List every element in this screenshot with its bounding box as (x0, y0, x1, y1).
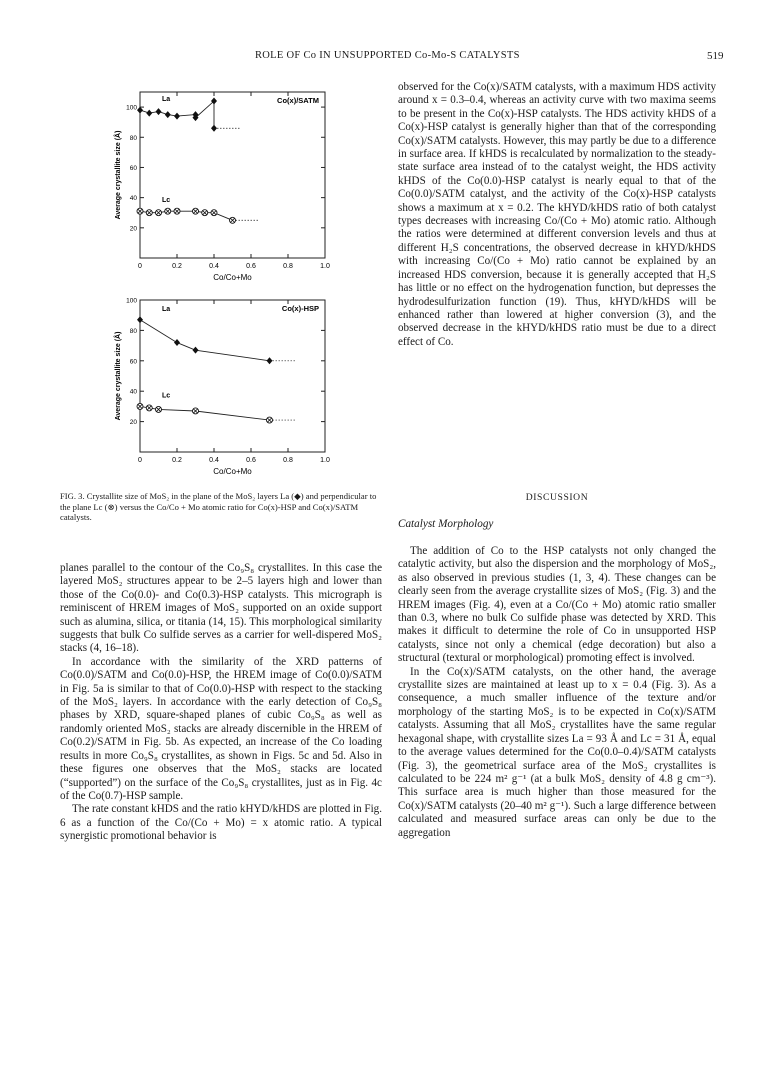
right-column-bottom (398, 545, 716, 840)
y-axis-label: Average crystallite size (Å) (115, 130, 122, 220)
data-point-lc (146, 405, 152, 411)
series-label: Lc (162, 197, 171, 205)
plot-frame (140, 300, 325, 452)
x-tick-label: 0.4 (209, 457, 219, 464)
x-axis-label: Co/Co+Mo (213, 467, 252, 476)
x-tick-label: 0.4 (209, 263, 219, 270)
series-label: La (162, 305, 171, 313)
x-tick-label: 0.2 (172, 457, 182, 464)
data-point-lc (267, 417, 273, 423)
y-tick-label: 100 (126, 104, 137, 112)
data-point-lc (137, 403, 143, 409)
data-point-la (174, 113, 180, 120)
x-tick-label: 0.8 (283, 457, 293, 464)
paragraph: observed for the Co(x)/SATM catalysts, with a maximum HDS activity around x = 0.3–0.4, whereas an activity curve with two maxima seems to be present in the Co(x)-HSP catalysts. The HDS activity kHDS of a Co(x)-HSP catalyst is generally higher than that of the corresponding Co(x)/SATM catalysts. However, this may partly be due to a difference in surface area. If kHDS is recalculated by normalization to the steady-state surface area instead of to the catalyst weight, the HDS activity kHDS of the Co(0.0)-HSP catalyst is nearly equal to that of the Co(0.0)/SATM catalyst, and the activity of the Co(x)-HSP catalysts shows a maximum at x = 0.2. The kHYD/kHDS ratio of both catalyst types decreases with increasing Co/(Co + Mo) atomic ratio. Although the ratios were determined at different conversion levels and thus at different H₂S concentrations, the observed decrease in kHYD/kHDS with increasing Co/(Co + Mo) ratio cannot be explained by an increased HDS conversion, because it is generally accepted that H₂S has little or no effect on the hydrogenation function, but depresses the hydrodesulfurization function (19). Thus, kHYD/kHDS will be enhanced rather than lowered at higher conversion (3), and the observed decrease in the kHYD/kHDS ratio must be due to a direct effect of Co. (398, 81, 716, 348)
trend-line (140, 320, 270, 361)
series-label: Lc (162, 392, 171, 400)
right-column-top (398, 81, 716, 349)
x-axis-label: Co/Co+Mo (213, 273, 252, 282)
data-point-lc (156, 406, 162, 412)
data-point-lc (156, 210, 162, 216)
data-point-la (211, 125, 217, 132)
data-point-lc (137, 208, 143, 214)
data-point-la (137, 316, 143, 323)
data-point-la (165, 111, 171, 118)
figure-3 (105, 82, 385, 482)
data-point-lc (211, 210, 217, 216)
x-tick-label: 1.0 (320, 263, 330, 270)
chart-title: Co(x)/SATM (277, 96, 319, 105)
y-tick-label: 60 (129, 164, 137, 172)
running-title: ROLE OF Co IN UNSUPPORTED Co-Mo-S CATALYSTS (255, 50, 520, 61)
chart-title: Co(x)-HSP (281, 304, 319, 313)
data-point-lc (165, 208, 171, 214)
x-tick-label: 0.8 (283, 263, 293, 270)
data-point-la (193, 347, 199, 354)
left-column-bottom (60, 562, 382, 844)
trend-line (140, 211, 233, 220)
data-point-la (174, 339, 180, 346)
y-axis-label: Average crystallite size (Å) (115, 331, 122, 421)
paragraph: The addition of Co to the HSP catalysts not only changed the catalytic activity, but also the dispersion and the morphology of MoS₂, as also observed in previous studies (1, 3, 4). These changes can be clearly seen from the average crystallite sizes of MoS₂ (Fig. 3) and the HREM images (Fig. 4), even at a Co/(Co + Mo) atomic ratio smaller than 0.3, where no bulk Co sulfide phase was detected by XRD. This makes it difficult to determine the role of Co in unsupported HSP catalysts, since not only a chemical (edge decoration) but also a structural (textural or morphological) promoting effect is involved. (398, 545, 716, 665)
y-tick-label: 20 (129, 225, 137, 233)
paragraph: The rate constant kHDS and the ratio kHYD/kHDS are plotted in Fig. 6 as a function of the Co/(Co + Mo) = x atomic ratio. A typical synergistic promotional behavior is (60, 803, 382, 843)
y-tick-label: 40 (129, 195, 137, 203)
data-point-lc (146, 210, 152, 216)
data-point-la (156, 108, 162, 115)
y-tick-label: 20 (129, 419, 137, 427)
data-point-lc (202, 210, 208, 216)
x-tick-label: 1.0 (320, 457, 330, 464)
data-point-la (137, 107, 143, 114)
page-header (0, 50, 783, 66)
series-label: La (162, 96, 171, 104)
x-tick-label: 0 (138, 457, 142, 464)
x-tick-label: 0.6 (246, 263, 256, 270)
data-point-lc (193, 208, 199, 214)
data-point-lc (174, 208, 180, 214)
x-tick-label: 0.2 (172, 263, 182, 270)
paragraph: In the Co(x)/SATM catalysts, on the other hand, the average crystallite sizes are maintained at least up to x = 0.4 (Fig. 3). As a consequence, a much smaller influence of the texture and/or morphology of the starting MoS₂ is to be expected in Co(x)/SATM catalysts. Assuming that all MoS₂ crystallites have the same regular hexagonal shape, with crystallite sizes La = 93 Å and Lc = 31 Å, equal to the average values determined for the Co(0.0–0.4)/SATM catalysts (Fig. 3), the geometrical surface area of the MoS₂ crystallites is calculated to be 224 m² g⁻¹ (at a bulk MoS₂ density of 4.8 g cm⁻³). This surface area is much higher than those measured for the Co(x)/SATM catalysts (20–40 m² g⁻¹). Such a large difference between calculated and measured surface areas can only be due to the aggregation (398, 665, 716, 839)
data-point-la (267, 357, 273, 364)
chart-co-hsp (113, 298, 330, 477)
y-tick-label: 60 (129, 358, 137, 366)
figure-caption: FIG. 3. Crystallite size of MoS₂ in the plane of the MoS₂ layers La (◆) and perpendicular to the plane Lc (⊗) versus the Co/Co + Mo atomic ratio for Co(x)-HSP and Co(x)/SATM catalysts. (60, 491, 377, 522)
data-point-lc (230, 217, 236, 223)
paragraph: planes parallel to the contour of the Co₉S₈ crystallites. In this case the layered MoS₂ structures appear to be 2–5 layers high and lower than those of the Co(0.0)- and Co(0.3)-HSP catalysts. This micrograph is reminiscent of HREM images of MoS₂ supported on an oxide support such as alumina, silica, or titania (14, 15). This morphological similarity suggests that bulk Co sulfide serves as a carrier for well-dispered MoS₂ stacks (4, 16–18). (60, 562, 382, 655)
y-tick-label: 40 (129, 388, 137, 396)
paragraph: In accordance with the similarity of the XRD patterns of Co(0.0)/SATM and Co(0.0)-HSP, the HREM image of Co(0.0)/SATM in Fig. 5a is similar to that of Co(0.0)-HSP with respect to the stacking of the MoS₂ layers. In accordance with the early detection of Co₉S₈ phases by XRD, square-shaped planes of cubic Co₉S₈ as well as randomly oriented MoS₂ stacks are already discernible in the HREM of Co(0.2)/SATM in Fig. 5b. As expected, an increase of the Co loading results in more Co₉S₈ crystallites, as shown in Figs. 5c and 5d. Also in these figures one observes that the MoS₂ stacks are located (“supported”) on the surface of the Co₉S₈ crystallites, just as in Fig. 4c of the Co(0.7)-HSP sample. (60, 655, 382, 802)
x-tick-label: 0 (138, 263, 142, 270)
data-point-lc (193, 408, 199, 414)
chart-co-satm (113, 92, 330, 282)
y-tick-label: 80 (129, 327, 137, 335)
y-tick-label: 100 (126, 297, 137, 305)
x-tick-label: 0.6 (246, 457, 256, 464)
subsection-heading: Catalyst Morphology (398, 518, 494, 530)
page-number: 519 (707, 50, 724, 62)
y-tick-label: 80 (129, 134, 137, 142)
data-point-la (146, 110, 152, 117)
section-heading: DISCUSSION (525, 492, 589, 503)
